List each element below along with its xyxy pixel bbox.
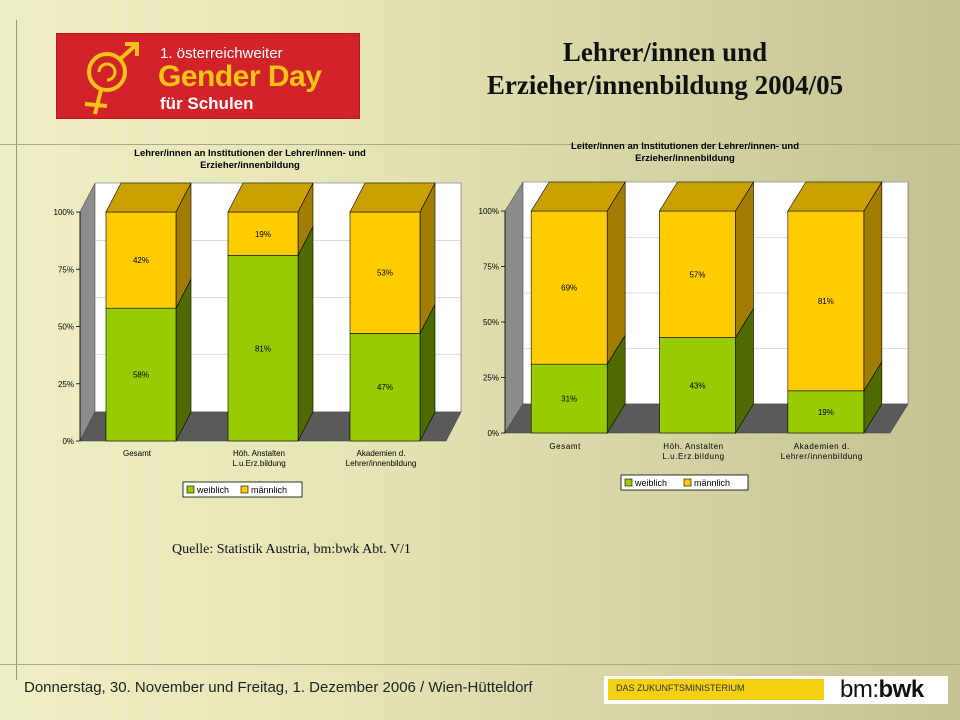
c2-category-label-0: Gesamt — [549, 442, 581, 451]
c1-ytick-label: 0% — [62, 437, 74, 446]
c1-ytick-label: 25% — [57, 379, 74, 389]
c2-side-wall — [505, 182, 523, 433]
c2-bar-side-maennlich-2 — [864, 182, 882, 391]
c1-category-label-1: Höh. Anstalten — [232, 449, 286, 458]
c1-data-label-weiblich-0: 58% — [132, 370, 150, 380]
logo-line3: für Schulen — [160, 94, 254, 113]
c2-ytick-label: 50% — [482, 318, 499, 327]
footer-text: Donnerstag, 30. November und Freitag, 1. Dezember 2006 / Wien-Hütteldorf — [24, 679, 533, 696]
c1-category-label-0: Gesamt — [122, 449, 152, 458]
c2-ytick-label: 75% — [482, 262, 499, 272]
c1-data-label-weiblich-1: 81% — [254, 344, 272, 354]
c1-category-label-1: L.u.Erz.bildung — [232, 459, 286, 468]
c1-category-label-2: Akademien d. — [356, 449, 406, 458]
c2-data-label-weiblich-1: 43% — [689, 381, 706, 391]
c2-data-label-maennlich-0: 69% — [561, 283, 578, 293]
c1-legend-label-maennlich: männlich — [251, 485, 288, 495]
title-line1: Lehrer/innen und — [562, 37, 768, 67]
c2-ytick-label: 100% — [478, 207, 499, 216]
c2-bar-side-maennlich-0 — [607, 182, 625, 364]
c1-category-label-2: Lehrer/innenbildung — [345, 459, 417, 468]
c2-ytick-label: 25% — [482, 373, 499, 383]
title-line2: Erzieher/innenbildung 2004/05 — [486, 70, 844, 100]
c1-ytick-label: 50% — [57, 322, 74, 332]
c2-legend-label-weiblich: weiblich — [635, 478, 668, 488]
c2-data-label-weiblich-0: 31% — [561, 394, 578, 404]
c2-data-label-maennlich-2: 81% — [817, 296, 834, 306]
c2-category-label-2: Akademien d. — [793, 442, 850, 451]
c2-title-line: Erzieher/innenbildung — [635, 153, 735, 164]
c2-legend-swatch-maennlich — [684, 479, 691, 486]
c2-data-label-maennlich-1: 57% — [689, 270, 706, 280]
c1-ytick-label: 75% — [57, 265, 74, 275]
source-note: Quelle: Statistik Austria, bm:bwk Abt. V/1 — [172, 542, 411, 557]
c1-title-line: Lehrer/innen an Institutionen der Lehrer/innen- und — [134, 148, 366, 159]
c1-title-line: Erzieher/innenbildung — [200, 160, 300, 171]
ministry-logo — [604, 676, 948, 704]
bwk-suffix: bwk — [878, 676, 924, 703]
c2-category-label-2: Lehrer/innenbildung — [780, 452, 863, 461]
c2-legend-swatch-weiblich — [625, 479, 632, 486]
c2-category-label-1: Höh. Anstalten — [663, 442, 724, 451]
c1-data-label-maennlich-0: 42% — [132, 256, 150, 266]
c2-ytick-label: 0% — [487, 429, 499, 438]
bm-prefix: bm: — [840, 676, 879, 703]
logo-line2: Gender Day — [158, 60, 322, 93]
c1-data-label-maennlich-2: 53% — [376, 268, 394, 278]
c2-category-label-1: L.u.Erz.bildung — [662, 452, 725, 461]
c1-legend-label-weiblich: weiblich — [197, 485, 230, 495]
logo-line1: 1. österreichweiter — [160, 45, 283, 62]
c2-legend-label-maennlich: männlich — [694, 478, 731, 488]
bmbwk-wordmark — [840, 676, 924, 704]
c2-data-label-weiblich-2: 19% — [817, 407, 834, 417]
c1-ytick-label: 100% — [53, 208, 74, 217]
c2-title-line: Leiter/innen an Institutionen der Lehrer/innen- und — [570, 141, 800, 152]
c1-data-label-maennlich-1: 19% — [254, 229, 272, 239]
c1-data-label-weiblich-2: 47% — [376, 383, 394, 393]
ministry-tag-bar — [608, 679, 824, 700]
ministry-tag: DAS ZUKUNFTSMINISTERIUM — [616, 683, 745, 693]
